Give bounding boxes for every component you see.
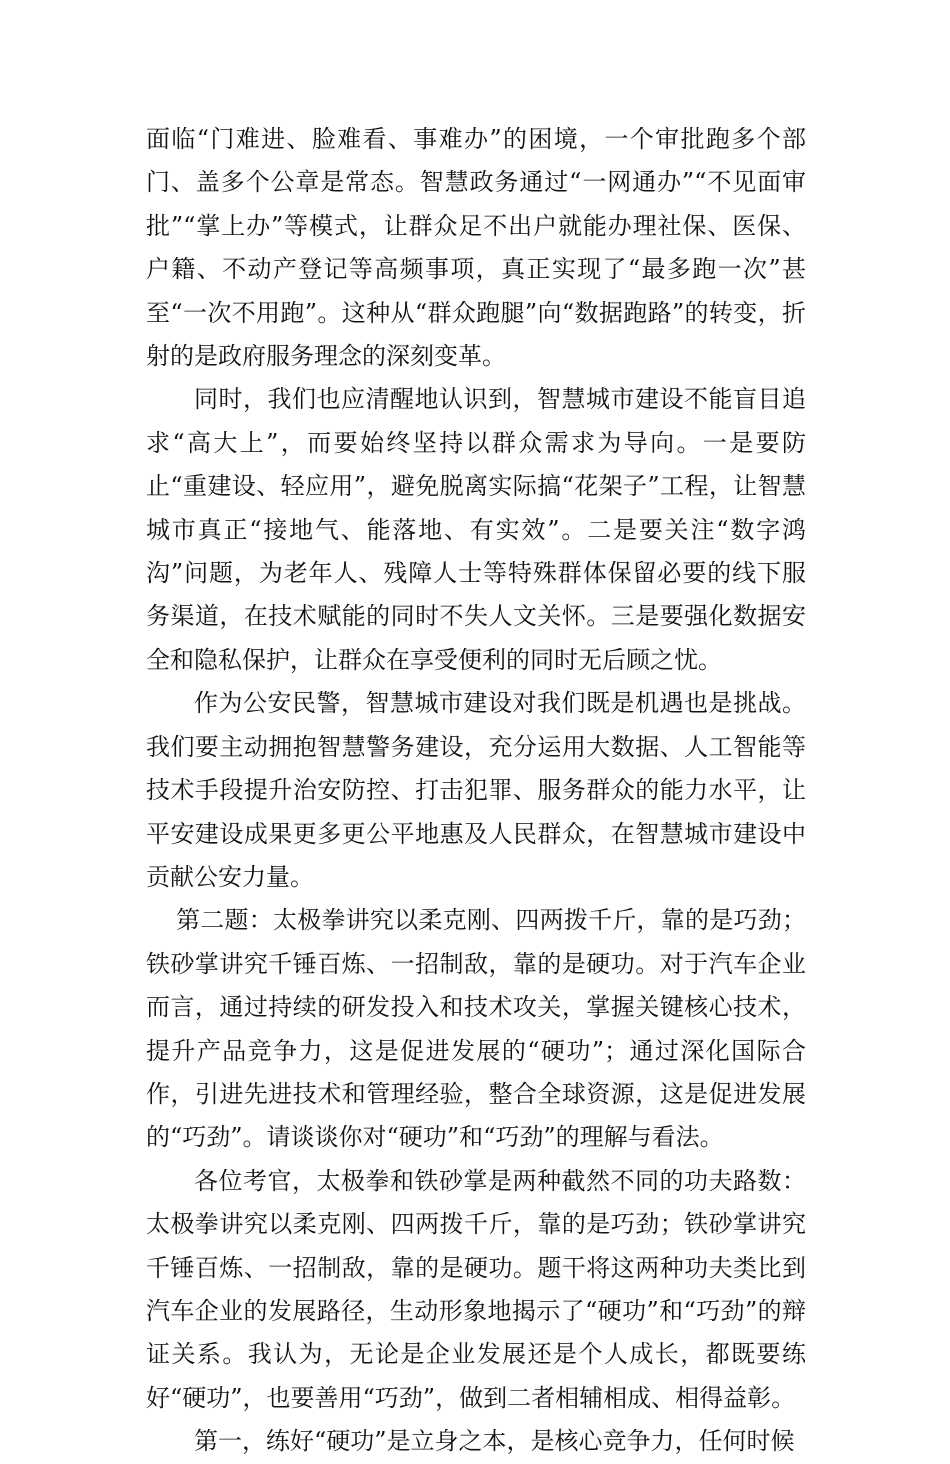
paragraph-answer-intro: 各位考官，太极拳和铁砂掌是两种截然不同的功夫路数：太极拳讲究以柔克刚、四两拨千斤，靠的是巧劲；铁砂掌讲究千锤百炼、一招制敌，靠的是硬功。题干将这两种功夫类比到汽车企业的发展路径，生动形象地揭示了“硬功”和“巧劲”的辩证关系。我认为，无论是企业发展还是个人成长，都既要练好“硬功”，也要善用“巧劲”，做到二者相辅相成、相得益彰。	[146, 1166, 806, 1412]
paragraph-first-point: 第一，练好“硬功”是立身之本，是核心竞争力，任何时候	[194, 1427, 795, 1456]
paragraph-people-oriented: 同时，我们也应清醒地认识到，智慧城市建设不能盲目追求“高大上”，而要始终坚持以群众需求为导向。一是要防止“重建设、轻应用”，避免脱离实际搞“花架子”工程，让智慧城市真正“接地气、能落地、有实效”。二是要关注“数字鸿沟”问题，为老年人、残障人士等特殊群体保留必要的线下服务渠道，在技术赋能的同时不失人文关怀。三是要强化数据安全和隐私保护，让群众在享受便利的同时无后顾之忧。	[146, 385, 806, 674]
paragraph-question-two: 第二题：太极拳讲究以柔克刚、四两拨千斤，靠的是巧劲；铁砂掌讲究千锤百炼、一招制敌，靠的是硬功。对于汽车企业而言，通过持续的研发投入和技术攻关，掌握关键核心技术，提升产品竞争力，这是促进发展的“硬功”；通过深化国际合作，引进先进技术和管理经验，整合全球资源，这是促进发展的“巧劲”。请谈谈你对“硬功”和“巧劲”的理解与看法。	[146, 906, 806, 1152]
paragraph-police-role: 作为公安民警，智慧城市建设对我们既是机遇也是挑战。我们要主动拥抱智慧警务建设，充分运用大数据、人工智能等技术手段提升治安防控、打击犯罪、服务群众的能力水平，让平安建设成果更多更公平地惠及人民群众，在智慧城市建设中贡献公安力量。	[146, 689, 806, 891]
paragraph-smart-government: 面临“门难进、脸难看、事难办”的困境，一个审批跑多个部门、盖多个公章是常态。智慧政务通过“一网通办”“不见面审批”“掌上办”等模式，让群众足不出户就能办理社保、医保、户籍、不动产登记等高频事项，真正实现了“最多跑一次”甚至“一次不用跑”。这种从“群众跑腿”向“数据跑路”的转变，折射的是政府服务理念的深刻变革。	[146, 125, 806, 371]
document-body	[146, 118, 806, 1464]
